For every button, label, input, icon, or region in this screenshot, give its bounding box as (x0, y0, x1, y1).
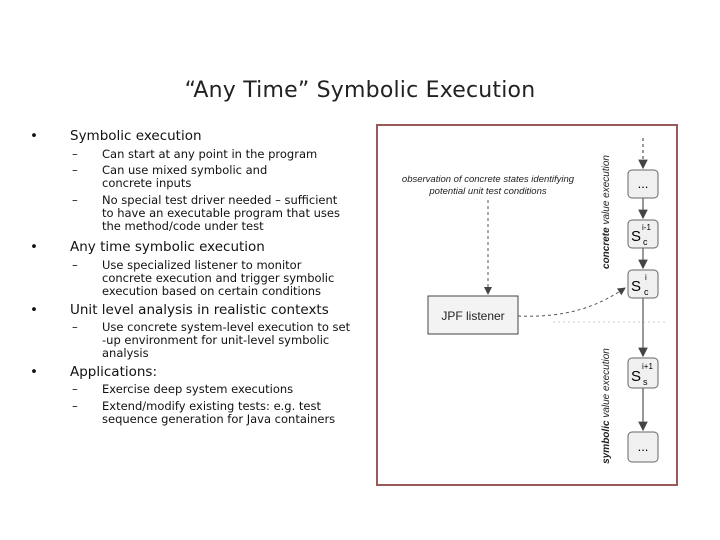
bullet-text: Applications: (70, 364, 158, 380)
state-subscript: c (643, 237, 648, 247)
sub-bullet-text: Can use mixed symbolic and concrete inputs (102, 163, 268, 190)
state-superscript: i+1 (642, 362, 653, 371)
bullet-text: Any time symbolic execution (70, 239, 265, 255)
sub-bullet-text: Extend/modify existing tests: e.g. test sequence generation for Java containers (102, 399, 336, 426)
sub-bullet-text: Use specialized listener to monitor concrete execution and trigger symbolic execution based on certain conditions (102, 258, 335, 298)
dash-icon: – (72, 147, 78, 161)
bullet-dot-icon: • (30, 302, 38, 318)
state-superscript: i-1 (642, 223, 651, 232)
dash-icon: – (72, 320, 78, 334)
state-superscript: i (645, 273, 647, 282)
sub-bullet-text: No special test driver needed – sufficient to have an executable program that uses the method/code under test (102, 193, 340, 233)
jpf-listener-label: JPF listener (441, 309, 505, 323)
state-ellipsis-text: ... (637, 176, 649, 191)
bullet-dot-icon: • (30, 239, 38, 255)
diagram-svg (378, 126, 676, 484)
bullet-dot-icon: • (30, 128, 38, 144)
state-letter: S (631, 368, 642, 385)
any-time-diagram (376, 124, 678, 486)
concrete-execution-label: concrete value execution (601, 155, 612, 269)
state-letter: S (631, 228, 642, 245)
slide-title: “Any Time” Symbolic Execution (184, 78, 536, 103)
dash-icon: – (72, 163, 78, 177)
observation-text-line2: potential unit test conditions (429, 186, 547, 197)
symbolic-execution-label: symbolic value execution (601, 348, 612, 464)
dash-icon: – (72, 382, 78, 396)
listener-to-timeline-arrow (518, 288, 625, 316)
bullet-text: Symbolic execution (70, 128, 202, 144)
state-subscript: s (643, 377, 648, 387)
bullet-text: Unit level analysis in realistic contexts (70, 302, 329, 318)
state-letter: S (631, 278, 642, 295)
sub-bullet-text: Can start at any point in the program (102, 147, 318, 161)
bullet-dot-icon: • (30, 364, 38, 380)
dash-icon: – (72, 193, 78, 207)
sub-bullet-text: Exercise deep system executions (102, 382, 294, 396)
dash-icon: – (72, 399, 78, 413)
sub-bullet-text: Use concrete system-level execution to set -up environment for unit-level symbolic analysis (102, 320, 351, 360)
dash-icon: – (72, 258, 78, 272)
state-subscript: c (644, 287, 649, 297)
observation-text-line1: observation of concrete states identifying (401, 174, 575, 185)
state-end-text: ... (637, 439, 649, 454)
